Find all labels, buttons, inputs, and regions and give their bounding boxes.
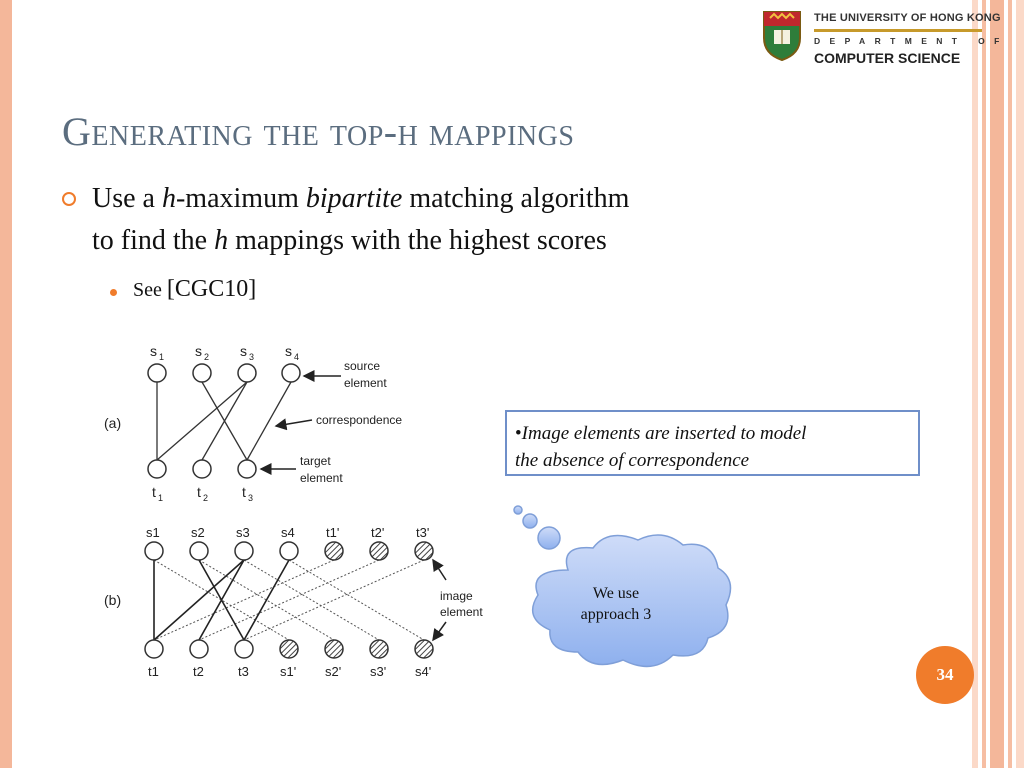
svg-text:s3': s3' — [370, 664, 387, 679]
right-border-bars — [972, 0, 1024, 768]
image-element-arrow-up — [433, 560, 446, 580]
university-name: THE UNIVERSITY OF HONG KONG — [814, 12, 1001, 24]
diagram-a-edges — [157, 382, 291, 460]
diagram-b-nodes — [145, 542, 433, 658]
sub-bullet-marker-icon — [110, 289, 117, 296]
image-element-label: element — [440, 605, 483, 619]
svg-text:t2': t2' — [371, 525, 385, 540]
svg-text:t: t — [152, 484, 156, 500]
bullet-italic-bipartite: bipartite — [305, 183, 403, 214]
svg-text:t1: t1 — [148, 664, 159, 679]
sub-bullet-text: See — [133, 279, 167, 301]
bullet-italic-h: h — [161, 183, 176, 214]
bullet-text: matching algorithm — [402, 183, 630, 214]
image-element-arrow-down — [433, 622, 446, 640]
diagram-a-top-labels — [150, 343, 299, 362]
svg-text:s4': s4' — [415, 664, 432, 679]
bullet-text: Use a — [92, 183, 162, 214]
citation-link[interactable]: [CGC10] — [166, 276, 257, 302]
target-element-label: element — [300, 471, 343, 485]
diagram-b-top-labels — [146, 525, 429, 540]
svg-text:3: 3 — [248, 493, 254, 503]
svg-text:s: s — [285, 343, 292, 359]
svg-text:s1: s1 — [146, 525, 160, 540]
logo-rule — [814, 29, 982, 32]
hku-cs-logo — [760, 8, 1009, 66]
diagram-a-bottom-labels — [152, 484, 253, 503]
svg-text:3: 3 — [249, 352, 255, 362]
note-bullet: • — [515, 423, 522, 444]
svg-text:t3': t3' — [416, 525, 430, 540]
bullet-text: to find the — [92, 225, 215, 256]
correspondence-label: correspondence — [316, 413, 403, 427]
svg-text:t: t — [242, 484, 246, 500]
correspondence-arrow — [276, 420, 312, 426]
main-bullet — [92, 178, 892, 262]
slide-title: Generating the top-h mappings — [62, 109, 575, 154]
target-element-label: target — [300, 454, 331, 468]
cloud-text — [548, 583, 684, 625]
svg-text:s2': s2' — [325, 664, 342, 679]
diagram-b-dotted-edges — [154, 560, 424, 640]
left-border-bar — [0, 0, 12, 768]
diagram-a-label: (a) — [104, 415, 122, 431]
bullet-text: -maximum — [175, 183, 306, 214]
svg-text:t: t — [197, 484, 201, 500]
faculty-label: COMPUTER SCIENCE — [814, 50, 961, 66]
svg-text:1: 1 — [158, 493, 164, 503]
university-crest-icon — [760, 8, 804, 62]
svg-text:2: 2 — [204, 352, 210, 362]
diagram-b-label: (b) — [104, 592, 122, 608]
bullet-italic-h: h — [214, 225, 229, 256]
note-box — [505, 410, 920, 476]
svg-text:s: s — [195, 343, 202, 359]
bipartite-diagram — [96, 340, 496, 685]
svg-text:s1': s1' — [280, 664, 297, 679]
svg-text:s: s — [240, 343, 247, 359]
svg-text:s3: s3 — [236, 525, 250, 540]
department-label: DEPARTMENT OF — [814, 36, 1009, 46]
svg-text:s: s — [150, 343, 157, 359]
svg-text:4: 4 — [294, 352, 300, 362]
bullet-text: mappings with the highest scores — [228, 225, 607, 256]
sub-bullet — [133, 276, 256, 303]
source-element-label: source — [344, 359, 381, 373]
svg-text:s4: s4 — [281, 525, 295, 540]
image-element-label: image — [440, 589, 473, 603]
svg-text:t1': t1' — [326, 525, 340, 540]
note-line: Image elements are inserted to model — [521, 423, 807, 444]
svg-text:s2: s2 — [191, 525, 205, 540]
page-number-badge: 34 — [916, 646, 974, 704]
bullet-marker-icon — [62, 192, 76, 206]
svg-text:t2: t2 — [193, 664, 204, 679]
diagram-b-bottom-labels — [148, 664, 431, 679]
svg-text:t3: t3 — [238, 664, 249, 679]
svg-text:1: 1 — [159, 352, 165, 362]
cloud-line: approach 3 — [580, 606, 652, 623]
source-element-label: element — [344, 376, 387, 390]
svg-text:2: 2 — [203, 493, 209, 503]
cloud-line: We use — [592, 585, 640, 602]
note-line: the absence of correspondence — [515, 450, 750, 471]
